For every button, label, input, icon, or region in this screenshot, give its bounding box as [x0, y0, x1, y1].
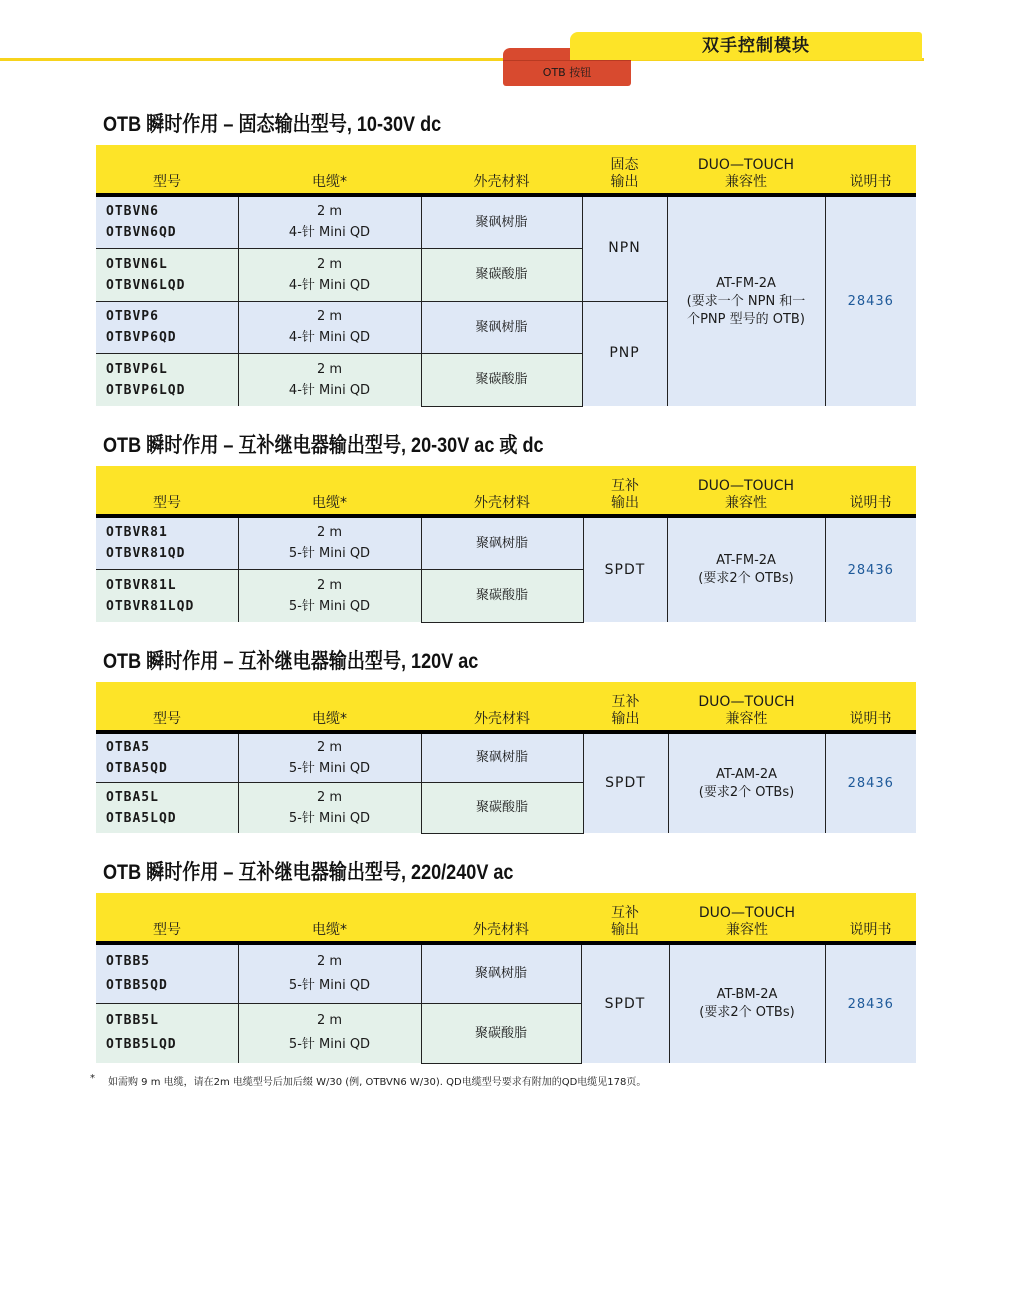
col-header-duo-touch: DUO—TOUCH 兼容性 [668, 682, 825, 732]
cable-cell: 2 m 5-针 Mini QD [238, 569, 421, 622]
footnote [90, 1073, 646, 1088]
cable-cell: 2 m 5-针 Mini QD [238, 516, 421, 569]
section-title: OTB 瞬时作用 – 互补继电器输出型号, 220/240V ac [103, 861, 514, 884]
duo-touch-cell: AT-BM-2A (要求2个 OTBs) [669, 943, 825, 1063]
footnote-text: 如需购 9 m 电缆，请在2m 电缆型号后加后缀 W/30 (例, OTBVN6 W/30). QD电缆型号要求有附加的QD电缆见178页。 [108, 1077, 647, 1088]
col-header-duo-touch: DUO—TOUCH 兼容性 [667, 145, 825, 195]
model-table-solid-state [96, 145, 916, 407]
col-header-cable: 电缆* [238, 466, 421, 516]
model-cell: OTBB5L OTBB5LQD [96, 1003, 238, 1063]
cable-cell: 2 m 5-针 Mini QD [238, 732, 421, 782]
material-cell: 聚碳酸脂 [421, 353, 582, 406]
sub-tab-label: OTB 按钮 [542, 66, 592, 79]
col-header-model: 型号 [96, 466, 238, 516]
manual-number[interactable]: 28436 [825, 943, 916, 1063]
manual-number[interactable]: 28436 [825, 732, 916, 833]
manual-number[interactable]: 28436 [825, 516, 916, 622]
model-cell: OTBVP6 OTBVP6QD [96, 301, 238, 353]
material-cell: 聚碳酸脂 [421, 782, 583, 833]
model-table-relay-220-240v [96, 893, 916, 1064]
col-header-material: 外壳材料 [421, 893, 581, 943]
material-cell: 聚碳酸脂 [421, 1003, 581, 1063]
col-header-material: 外壳材料 [421, 466, 583, 516]
page-category-tab [570, 32, 922, 60]
col-header-cable: 电缆* [238, 893, 421, 943]
model-cell: OTBA5 OTBA5QD [96, 732, 238, 782]
table-row [96, 943, 916, 1003]
page-category-title: 双手控制模块 [702, 36, 810, 56]
model-cell: OTBVP6L OTBVP6LQD [96, 353, 238, 406]
manual-number[interactable]: 28436 [825, 195, 916, 406]
output-cell: NPN [582, 195, 667, 301]
material-cell: 聚砜树脂 [421, 516, 583, 569]
col-header-manual: 说明书 [825, 893, 916, 943]
model-cell: OTBVR81L OTBVR81LQD [96, 569, 238, 622]
table-row [96, 732, 916, 782]
section-title: OTB 瞬时作用 – 互补继电器输出型号, 120V ac [103, 650, 479, 673]
cable-cell: 2 m 4-针 Mini QD [238, 301, 421, 353]
col-header-manual: 说明书 [825, 466, 916, 516]
section-title: OTB 瞬时作用 – 互补继电器输出型号, 20-30V ac 或 dc [103, 434, 544, 457]
col-header-output: 互补 输出 [583, 466, 667, 516]
col-header-output: 互补 输出 [581, 893, 669, 943]
output-cell: SPDT [583, 732, 668, 833]
model-cell: OTBVN6 OTBVN6QD [96, 195, 238, 248]
col-header-material: 外壳材料 [421, 145, 582, 195]
col-header-model: 型号 [96, 145, 238, 195]
duo-touch-cell: AT-AM-2A (要求2个 OTBs) [668, 732, 825, 833]
output-cell: SPDT [581, 943, 669, 1063]
cable-cell: 2 m 4-针 Mini QD [238, 353, 421, 406]
col-header-duo-touch: DUO—TOUCH 兼容性 [669, 893, 825, 943]
col-header-output: 固态 输出 [582, 145, 667, 195]
material-cell: 聚碳酸脂 [421, 569, 583, 622]
cable-cell: 2 m 5-针 Mini QD [238, 943, 421, 1003]
cable-cell: 2 m 4-针 Mini QD [238, 195, 421, 248]
col-header-manual: 说明书 [825, 145, 916, 195]
model-cell: OTBB5 OTBB5QD [96, 943, 238, 1003]
col-header-model: 型号 [96, 682, 238, 732]
col-header-output: 互补 输出 [583, 682, 668, 732]
cable-cell: 2 m 4-针 Mini QD [238, 248, 421, 301]
footnote-marker: * [90, 1073, 95, 1084]
col-header-manual: 说明书 [825, 682, 916, 732]
output-cell: SPDT [583, 516, 667, 622]
col-header-cable: 电缆* [238, 682, 421, 732]
duo-touch-cell: AT-FM-2A (要求2个 OTBs) [667, 516, 825, 622]
col-header-cable: 电缆* [238, 145, 421, 195]
material-cell: 聚砜树脂 [421, 195, 582, 248]
model-table-relay-20-30v [96, 466, 916, 623]
material-cell: 聚砜树脂 [421, 943, 581, 1003]
model-cell: OTBVR81 OTBVR81QD [96, 516, 238, 569]
col-header-model: 型号 [96, 893, 238, 943]
col-header-duo-touch: DUO—TOUCH 兼容性 [667, 466, 825, 516]
material-cell: 聚砜树脂 [421, 301, 582, 353]
model-table-relay-120v [96, 682, 916, 834]
cable-cell: 2 m 5-针 Mini QD [238, 782, 421, 833]
duo-touch-cell: AT-FM-2A (要求一个 NPN 和一 个PNP 型号的 OTB) [667, 195, 825, 406]
table-row [96, 516, 916, 569]
model-cell: OTBVN6L OTBVN6LQD [96, 248, 238, 301]
material-cell: 聚砜树脂 [421, 732, 583, 782]
material-cell: 聚碳酸脂 [421, 248, 582, 301]
cable-cell: 2 m 5-针 Mini QD [238, 1003, 421, 1063]
table-row [96, 195, 916, 248]
output-cell: PNP [582, 301, 667, 406]
model-cell: OTBA5L OTBA5LQD [96, 782, 238, 833]
section-title: OTB 瞬时作用 – 固态输出型号, 10-30V dc [103, 113, 442, 136]
col-header-material: 外壳材料 [421, 682, 583, 732]
